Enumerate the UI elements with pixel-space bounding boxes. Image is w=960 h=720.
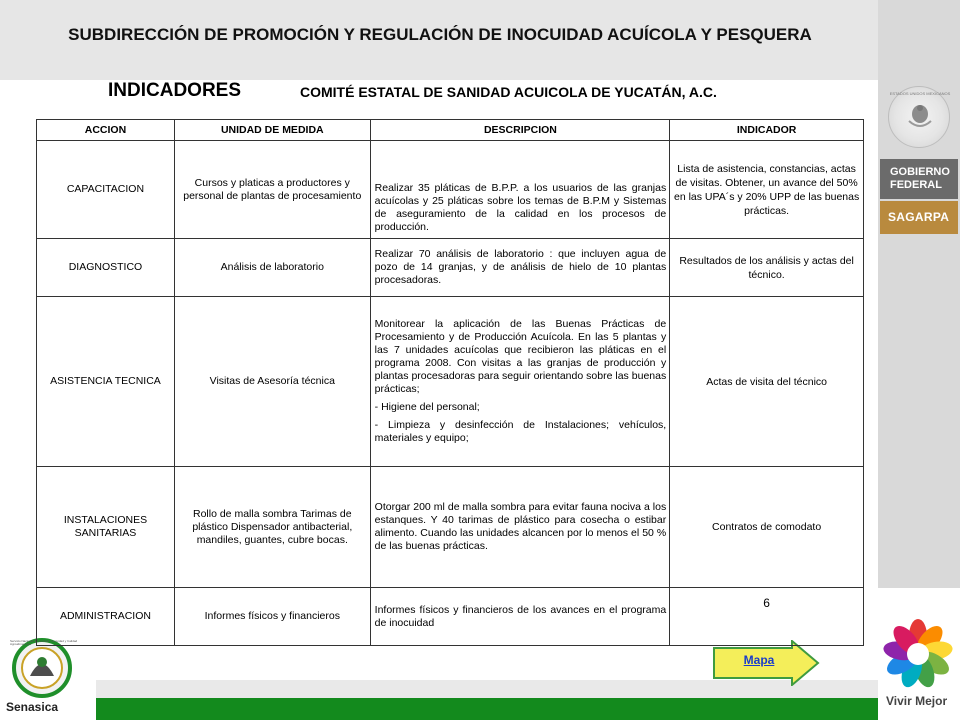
- senasica-text: Senasica: [6, 700, 59, 714]
- descripcion-text: Otorgar 200 ml de malla sombra para evitar fauna nociva a los estanques. Y 40 tarimas de plástico para cosecha o estibar alimento. Cuando las unidades alcancen por lo menos el 50 % de las buenas prácticas.: [374, 501, 667, 552]
- column-header-descripcion: DESCRIPCION: [370, 120, 670, 141]
- table-row: [37, 239, 864, 297]
- unidad-cell: Rollo de malla sombra Tarimas de plástico Dispensador antibacterial, mandiles, guantes, cubre bocas.: [174, 467, 370, 588]
- column-header-accion: ACCION: [37, 120, 175, 141]
- accion-cell: ADMINISTRACION: [37, 588, 175, 646]
- page-title: SUBDIRECCIÓN DE PROMOCIÓN Y REGULACIÓN DE INOCUIDAD ACUÍCOLA Y PESQUERA: [68, 25, 812, 44]
- vivir-mejor-flower-icon: [882, 618, 954, 690]
- table-row: [37, 588, 864, 646]
- descripcion-text: Informes físicos y financieros de los avances en el programa de inocuidad: [374, 603, 667, 629]
- table-row: [37, 297, 864, 467]
- seal-text: ESTADOS UNIDOS MEXICANOS: [889, 91, 951, 96]
- senasica-ring-text: Servicio Nacional de Sanidad, Inocuidad y Calidad Agroalimentaria: [10, 640, 78, 646]
- descripcion-cell: [370, 588, 670, 646]
- indicador-cell: Contratos de comodato: [670, 467, 864, 588]
- indicador-cell: Resultados de los análisis y actas del técnico.: [670, 239, 864, 297]
- accion-cell: CAPACITACION: [37, 141, 175, 239]
- committee-name: COMITÉ ESTATAL DE SANIDAD ACUICOLA DE YUCATÁN, A.C.: [300, 84, 717, 100]
- table-row: [37, 467, 864, 588]
- gobierno-line2: FEDERAL: [890, 179, 942, 191]
- descripcion-text: Monitorear la aplicación de las Buenas Prácticas de Procesamiento y de Producción Acuícola. En las 5 plantas y las 7 unidades acuícolas que recibieron las pláticas en el programa 2008. Con visitas a las granjas de producción y plantas procesadoras para seguir orientando sobre las buenas prácticas;: [374, 318, 667, 395]
- footer-green-bar: [96, 698, 878, 720]
- section-title: INDICADORES: [108, 80, 242, 101]
- accion-cell: DIAGNOSTICO: [37, 239, 175, 297]
- unidad-cell: Informes físicos y financieros: [174, 588, 370, 646]
- descripcion-cell: [370, 297, 670, 467]
- mapa-button[interactable]: [712, 640, 820, 686]
- unidad-cell: Cursos y platicas a productores y personal de plantas de procesamiento: [174, 141, 370, 239]
- descripcion-cell: [370, 467, 670, 588]
- descripcion-cell: [370, 141, 670, 239]
- gobierno-line1: GOBIERNO: [890, 166, 950, 178]
- sagarpa-logo: SAGARPA: [880, 201, 958, 234]
- unidad-cell: Visitas de Asesoría técnica: [174, 297, 370, 467]
- accion-cell: INSTALACIONES SANITARIAS: [37, 467, 175, 588]
- indicators-table: [36, 119, 864, 646]
- unidad-cell: Análisis de laboratorio: [174, 239, 370, 297]
- descripcion-bullet: - Higiene del personal;: [374, 401, 480, 413]
- table-header-row: [37, 120, 864, 141]
- indicador-cell: Lista de asistencia, constancias, actas de visitas. Obtener, un avance del 50% en las UPA´s y 20% UPP de las buenas prácticas.: [670, 141, 864, 239]
- descripcion-text: Realizar 35 pláticas de B.P.P. a los usuarios de las granjas acuícolas y 25 pláticas sobre los temas de B.P.M y Sistemas de aseguramiento de la calidad en los procesos de producción.: [374, 182, 667, 233]
- indicador-cell: Actas de visita del técnico: [670, 297, 864, 467]
- table-row: [37, 141, 864, 239]
- mexico-seal-icon: [888, 86, 950, 148]
- descripcion-cell: [370, 239, 670, 297]
- indicador-cell: 6: [670, 588, 864, 646]
- gobierno-federal-logo: [880, 159, 958, 199]
- accion-cell: ASISTENCIA TECNICA: [37, 297, 175, 467]
- eagle-icon: [905, 101, 935, 133]
- column-header-indicador: INDICADOR: [670, 120, 864, 141]
- mapa-link[interactable]: Mapa: [743, 653, 775, 667]
- descripcion-bullet: - Limpieza y desinfección de Instalaciones; vehículos, materiales y equipo;: [374, 419, 667, 444]
- vivir-mejor-text: Vivir Mejor: [886, 694, 948, 708]
- descripcion-text: Realizar 70 análisis de laboratorio : que incluyen agua de pozo de 14 granjas, y de análisis de hielo de 10 plantas procesadoras.: [374, 248, 667, 286]
- column-header-unidad: UNIDAD DE MEDIDA: [174, 120, 370, 141]
- senasica-logo-icon: [2, 636, 88, 706]
